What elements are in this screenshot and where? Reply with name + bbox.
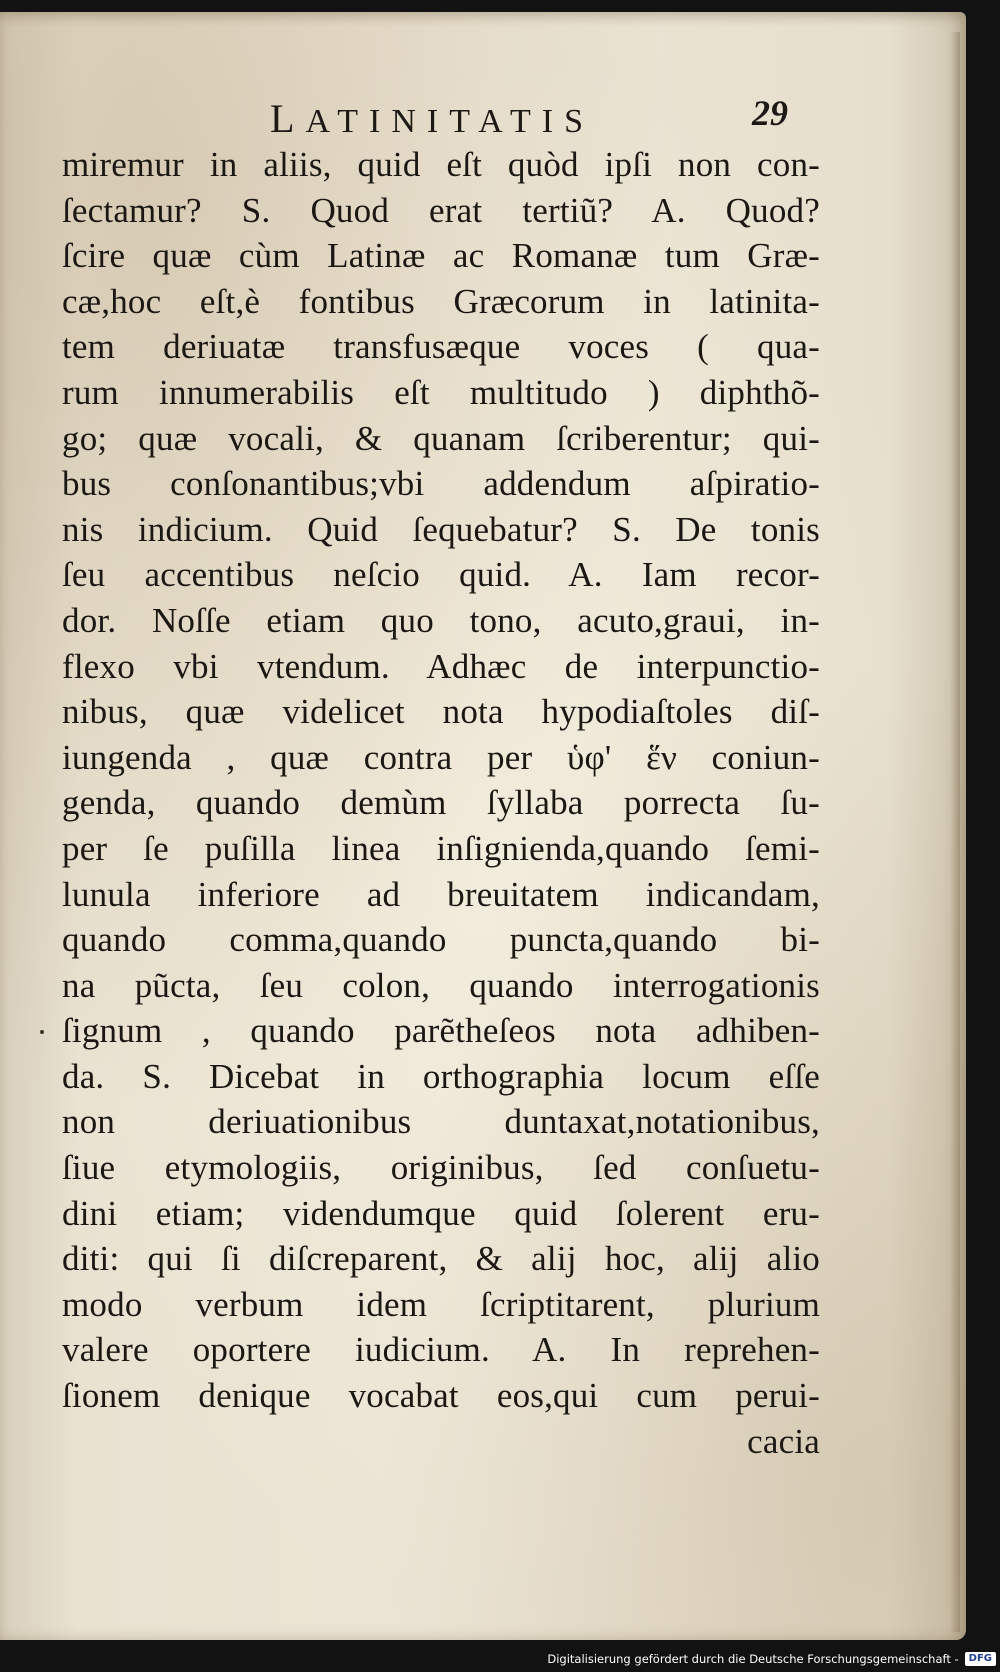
text-line: nis indicium. Quid ſequebatur? S. De tonis	[62, 509, 820, 549]
text-line: tem deriuatæ transfusæque voces ( qua-	[62, 327, 820, 367]
running-title-initial: L	[270, 96, 306, 141]
text-line: quando comma,quando puncta,quando bi-	[62, 920, 820, 960]
text-line: nibus, quæ videlicet nota hypodiaſtoles diſ-	[62, 692, 820, 732]
text-line: lunula inferiore ad breuitatem indicandam,	[62, 874, 820, 914]
text-line: cæ,hoc eſt,è fontibus Græcorum in latinita-	[62, 281, 820, 321]
credit-text: Digitalisierung gefördert durch die Deutsche Forschungsgemeinschaft -	[547, 1652, 959, 1666]
text-line: ſignum , quando parẽtheſeos nota adhiben-	[62, 1011, 820, 1051]
page-number: 29	[752, 93, 788, 133]
text-line: valere oportere iudicium. A. In reprehen-	[62, 1330, 820, 1370]
text-line: da. S. Dicebat in orthographia locum eſſe	[62, 1056, 820, 1096]
body-text	[62, 142, 820, 1464]
running-title	[270, 95, 594, 142]
text-line: rum innumerabilis eſt multitudo ) diphthõ-	[62, 372, 820, 412]
text-line: modo verbum idem ſcriptitarent, plurium	[62, 1284, 820, 1324]
text-line: genda, quando demùm ſyllaba porrecta ſu-	[62, 783, 820, 823]
text-line: ſeu accentibus neſcio quid. A. Iam recor-	[62, 555, 820, 595]
text-line: miremur in aliis, quid eſt quòd ipſi non con-	[62, 145, 820, 184]
text-line: na pũcta, ſeu colon, quando interrogationis	[62, 965, 820, 1005]
text-line: iungenda , quæ contra per ὑφ' ἕν coniun-	[62, 737, 820, 777]
text-line: ſcire quæ cùm Latinæ ac Romanæ tum Græ-	[62, 236, 820, 276]
text-line: per ſe puſilla linea inſignienda,quando ſemi-	[62, 828, 820, 868]
catchword: cacia	[747, 1421, 820, 1461]
margin-mark	[40, 1030, 44, 1034]
digitization-credit	[547, 1650, 996, 1668]
text-line: dor. Noſſe etiam quo tono, acuto,graui, in-	[62, 600, 820, 640]
text-line: bus conſonantibus;vbi addendum aſpiratio-	[62, 464, 820, 504]
text-line: non deriuationibus duntaxat,notationibus,	[62, 1102, 820, 1142]
dfg-logo-icon: DFG	[965, 1652, 996, 1666]
text-line: go; quæ vocali, & quanam ſcriberentur; qui-	[62, 418, 820, 458]
text-line: flexo vbi vtendum. Adhæc de interpunctio-	[62, 646, 820, 686]
page-edge-shadow	[950, 32, 960, 1632]
text-line: diti: qui ſi diſcreparent, & alij hoc, alij alio	[62, 1239, 820, 1279]
text-line: dini etiam; videndumque quid ſolerent eru-	[62, 1193, 820, 1233]
text-line: ſiue etymologiis, originibus, ſed conſuetu-	[62, 1148, 820, 1188]
text-line: ſectamur? S. Quod erat tertiũ? A. Quod?	[62, 190, 820, 230]
running-title-rest: ATINITATIS	[305, 103, 595, 140]
text-line: ſionem denique vocabat eos,qui cum perui-	[62, 1376, 820, 1416]
